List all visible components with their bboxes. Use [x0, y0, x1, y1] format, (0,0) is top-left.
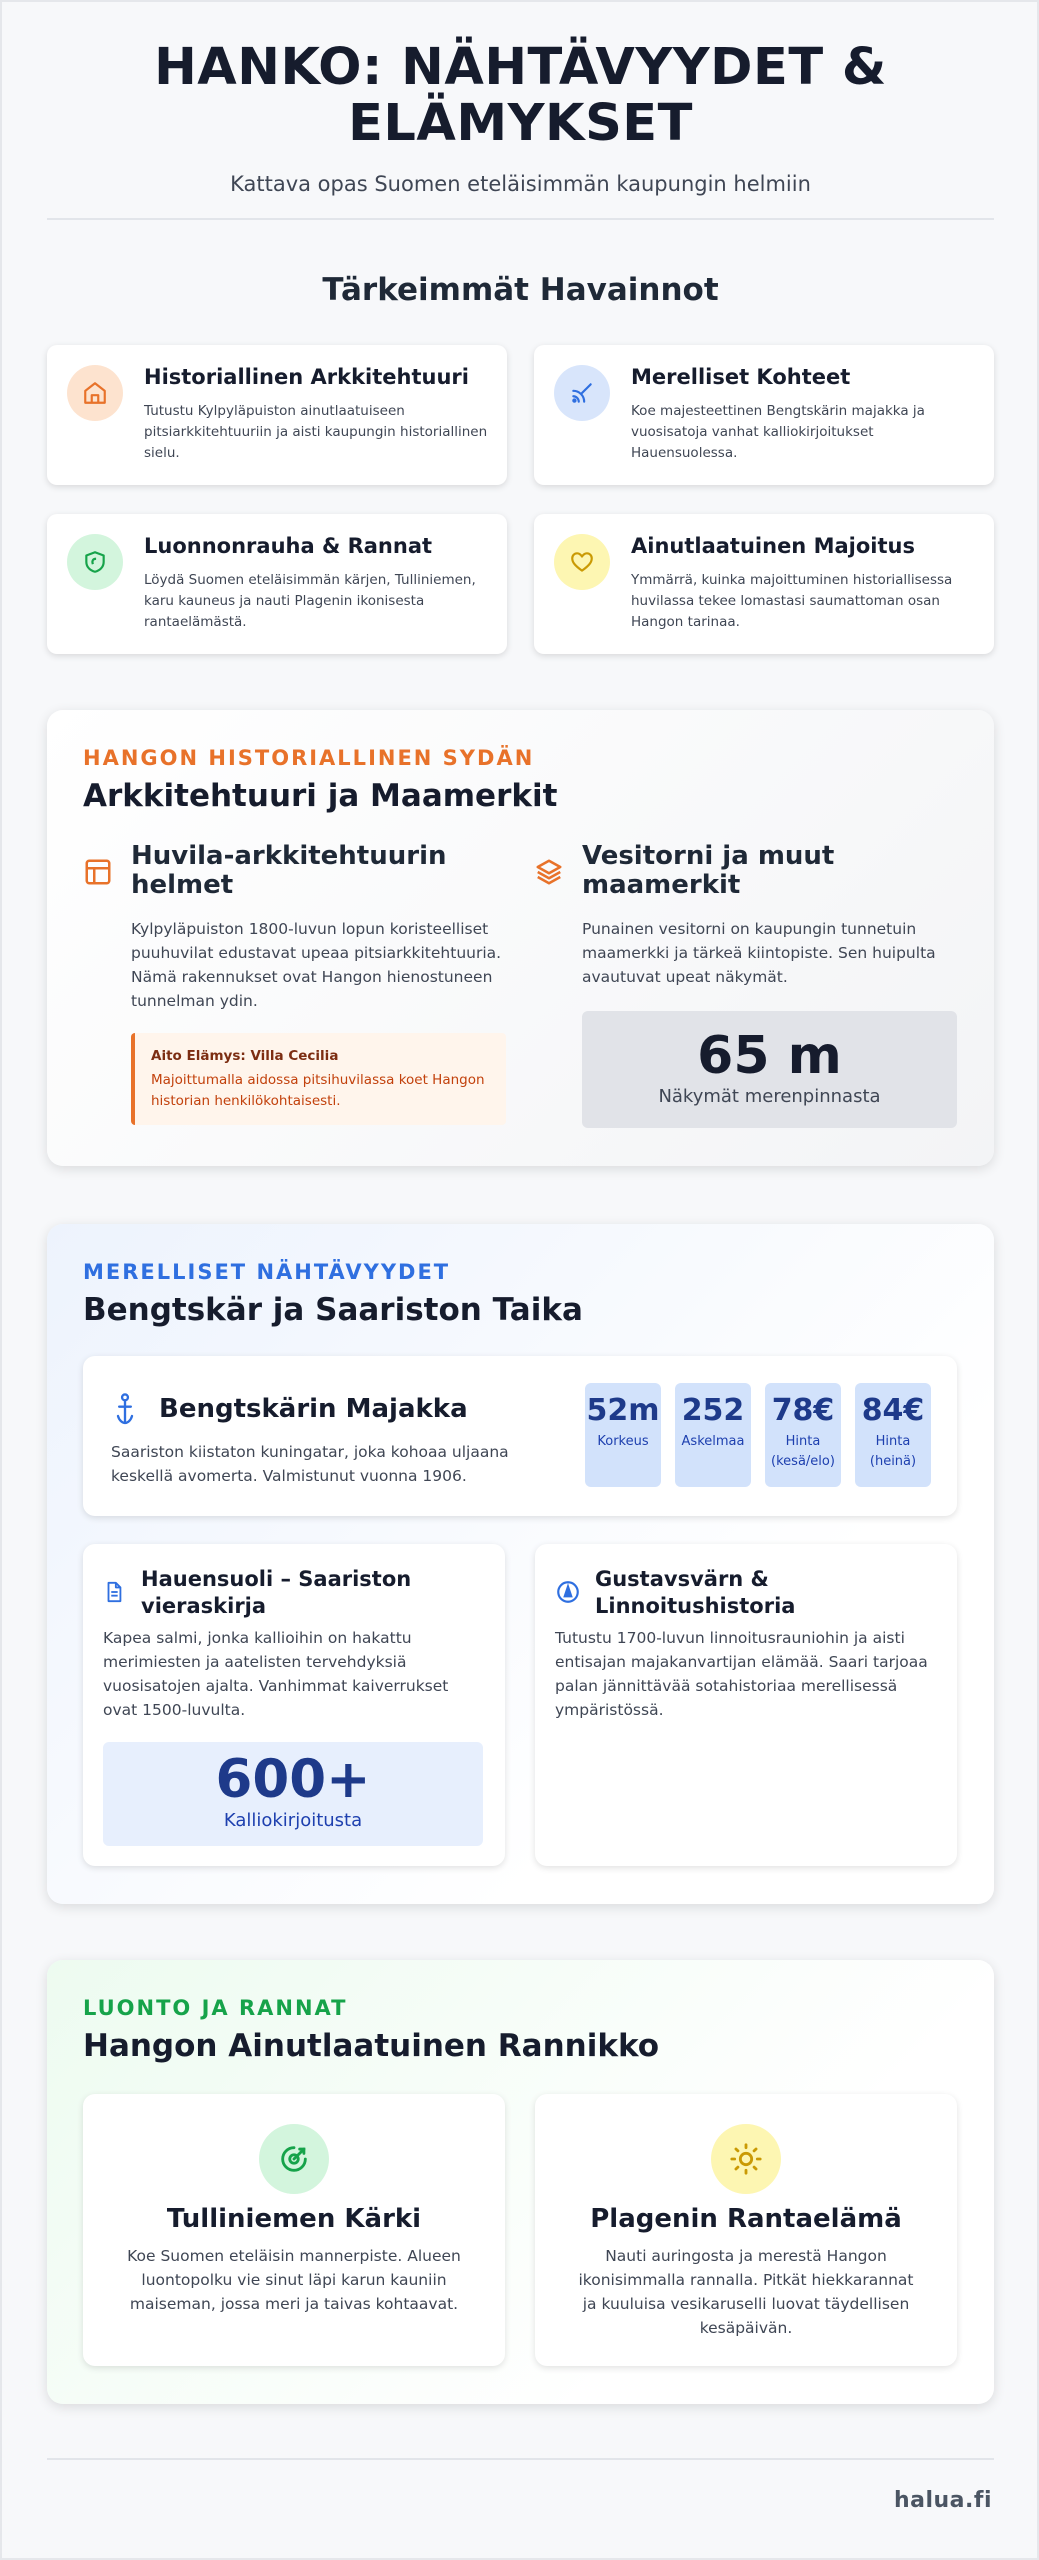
architecture-section: [47, 710, 994, 1166]
section-kicker: LUONTO JA RANNAT: [83, 1996, 348, 2020]
tulliniemi-text: Koe Suomen eteläisin mannerpiste. Alueen luontopolku vie sinut läpi karun kauniin maiseman, jossa meri ja taivas kohtaavat.: [127, 2247, 461, 2313]
tulliniemi-card: [83, 2094, 505, 2366]
stat-label: Hinta (heinä): [869, 1434, 917, 1469]
gustavsvarn-card: [535, 1544, 957, 1866]
highlight-text: Ymmärrä, kuinka majoittuminen historiallisessa huvilassa tekee lomastasi saumattoman osan Hangon tarinaa.: [631, 572, 953, 630]
plagen-title: Plagenin Rantaelämä: [590, 2204, 902, 2234]
lighthouse-stat: [765, 1383, 841, 1487]
villa-title: Huvila-arkkitehtuurin helmet: [131, 841, 447, 900]
stat-label: Näkymät merenpinnasta: [658, 1086, 881, 1107]
footer-divider: [47, 2458, 994, 2460]
nature-section: [47, 1960, 994, 2404]
gustavsvarn-title: Gustavsvärn & Linnoitushistoria: [595, 1567, 796, 1618]
highlight-card-accommodation: [534, 514, 994, 654]
stat-label: Kalliokirjoitusta: [223, 1810, 363, 1831]
home-icon: [67, 365, 123, 421]
highlight-title: Ainutlaatuinen Majoitus: [631, 534, 915, 558]
highlight-text: Koe majesteettinen Bengtskärin majakka ja vuosisatoja vanhat kalliokirjoitukset Hauensuolessa.: [631, 403, 925, 461]
lighthouse-stat: [585, 1383, 661, 1487]
stat-value: 600+: [215, 1749, 371, 1810]
page: [2, 2, 1037, 2558]
callout-title: Aito Elämys: Villa Cecilia: [151, 1048, 339, 1064]
compass-icon: [555, 1579, 581, 1609]
stat-label: Hinta (kesä/elo): [771, 1434, 835, 1469]
villa-text: Kylpyläpuiston 1800-luvun lopun koristeelliset puuhuvilat edustavat upeaa pitsiarkkitehtuuria. Nämä rakennukset ovat Hangon hienostuneen tunnelman ydin.: [131, 920, 502, 1010]
lighthouse-card: [83, 1356, 957, 1516]
tower-stat: [582, 1011, 957, 1128]
highlight-title: Luonnonrauha & Rannat: [144, 534, 433, 558]
stat-label: Korkeus: [597, 1434, 649, 1449]
lighthouse-title: Bengtskärin Majakka: [159, 1394, 468, 1424]
tower-text: Punainen vesitorni on kaupungin tunnetuin maamerkki ja tärkeä kiintopiste. Sen huipulta avautuvat upeat näkymät.: [582, 920, 936, 986]
highlights-title: Tärkeimmät Havainnot: [322, 272, 719, 308]
maritime-section: [47, 1224, 994, 1904]
plagen-card: [535, 2094, 957, 2366]
hauensuoli-title: Hauensuoli – Saariston vieraskirja: [141, 1567, 412, 1618]
page-title: HANKO: NÄHTÄVYYDET & ELÄMYKSET: [154, 38, 887, 153]
stat-value: 52m: [586, 1393, 660, 1428]
heart-icon: [554, 534, 610, 590]
villa-callout: [131, 1033, 506, 1125]
stat-value: 78€: [771, 1393, 835, 1428]
section-title: Bengtskär ja Saariston Taika: [83, 1292, 583, 1328]
highlight-card-nature: [47, 514, 507, 654]
section-kicker: MERELLISET NÄHTÄVYYDET: [83, 1260, 451, 1284]
plagen-text: Nauti auringosta ja merestä Hangon ikonisimmalla rannalla. Pitkät hiekkarannat ja kuuluisa vesikaruselli luovat täydellisen kesäpäivän.: [578, 2247, 914, 2337]
callout-text: Majoittumalla aidossa pitsihuvilassa koet Hangon historian henkilökohtaisesti.: [151, 1072, 485, 1109]
lighthouse-stat: [855, 1383, 931, 1487]
divider: [47, 218, 994, 220]
layout-icon: [83, 857, 113, 891]
page-header: [47, 40, 994, 196]
stat-value: 65 m: [697, 1026, 842, 1086]
highlight-card-maritime: [534, 345, 994, 485]
gustavsvarn-text: Tutustu 1700-luvun linnoitusrauniohin ja aisti entisajan majakanvartijan elämää. Saari tarjoaa palan jännittävää sotahistoriaa merellisessä ympäristössä.: [555, 1629, 928, 1719]
section-kicker: HANGON HISTORIALLINEN SYDÄN: [83, 746, 535, 770]
footer-brand[interactable]: halua.fi: [893, 2488, 992, 2513]
tower-title: Vesitorni ja muut maamerkit: [582, 841, 835, 900]
highlight-title: Merelliset Kohteet: [631, 365, 851, 389]
highlight-text: Löydä Suomen eteläisimmän kärjen, Tulliniemen, karu kauneus ja nauti Plagenin ikonisesta rantaelämästä.: [144, 572, 476, 630]
document-icon: [103, 1580, 125, 1608]
stat-value: 84€: [861, 1393, 925, 1428]
satellite-dish-icon: [554, 365, 610, 421]
highlight-title: Historiallinen Arkkitehtuuri: [144, 365, 469, 389]
lighthouse-text: Saariston kiistaton kuningatar, joka kohoaa uljaana keskellä avomerta. Valmistunut vuonna 1906.: [111, 1443, 509, 1485]
lighthouse-stat: [675, 1383, 751, 1487]
hauensuoli-card: [83, 1544, 505, 1866]
stat-value: 252: [681, 1393, 745, 1428]
page-subtitle: Kattava opas Suomen eteläisimmän kaupungin helmiin: [230, 172, 811, 196]
layers-icon: [534, 857, 564, 891]
highlight-text: Tutustu Kylpyläpuiston ainutlaatuiseen pitsiarkkitehtuuriin ja aisti kaupungin historiallinen sielu.: [144, 403, 488, 461]
hauensuoli-text: Kapea salmi, jonka kallioihin on hakattu merimiesten ja aatelisten tervehdyksiä vuosisatojen ajalta. Vanhimmat kaiverrukset ovat 1500-luvulta.: [103, 1629, 449, 1719]
hauensuoli-stat: [103, 1742, 483, 1846]
anchor-icon: [111, 1392, 139, 1430]
sun-icon: [711, 2124, 781, 2194]
section-title: Hangon Ainutlaatuinen Rannikko: [83, 2028, 660, 2064]
section-title: Arkkitehtuuri ja Maamerkit: [83, 778, 558, 814]
stat-label: Askelmaa: [681, 1434, 745, 1449]
tulliniemi-title: Tulliniemen Kärki: [166, 2204, 422, 2234]
target-icon: [259, 2124, 329, 2194]
shield-icon: [67, 534, 123, 590]
highlight-card-architecture: [47, 345, 507, 485]
